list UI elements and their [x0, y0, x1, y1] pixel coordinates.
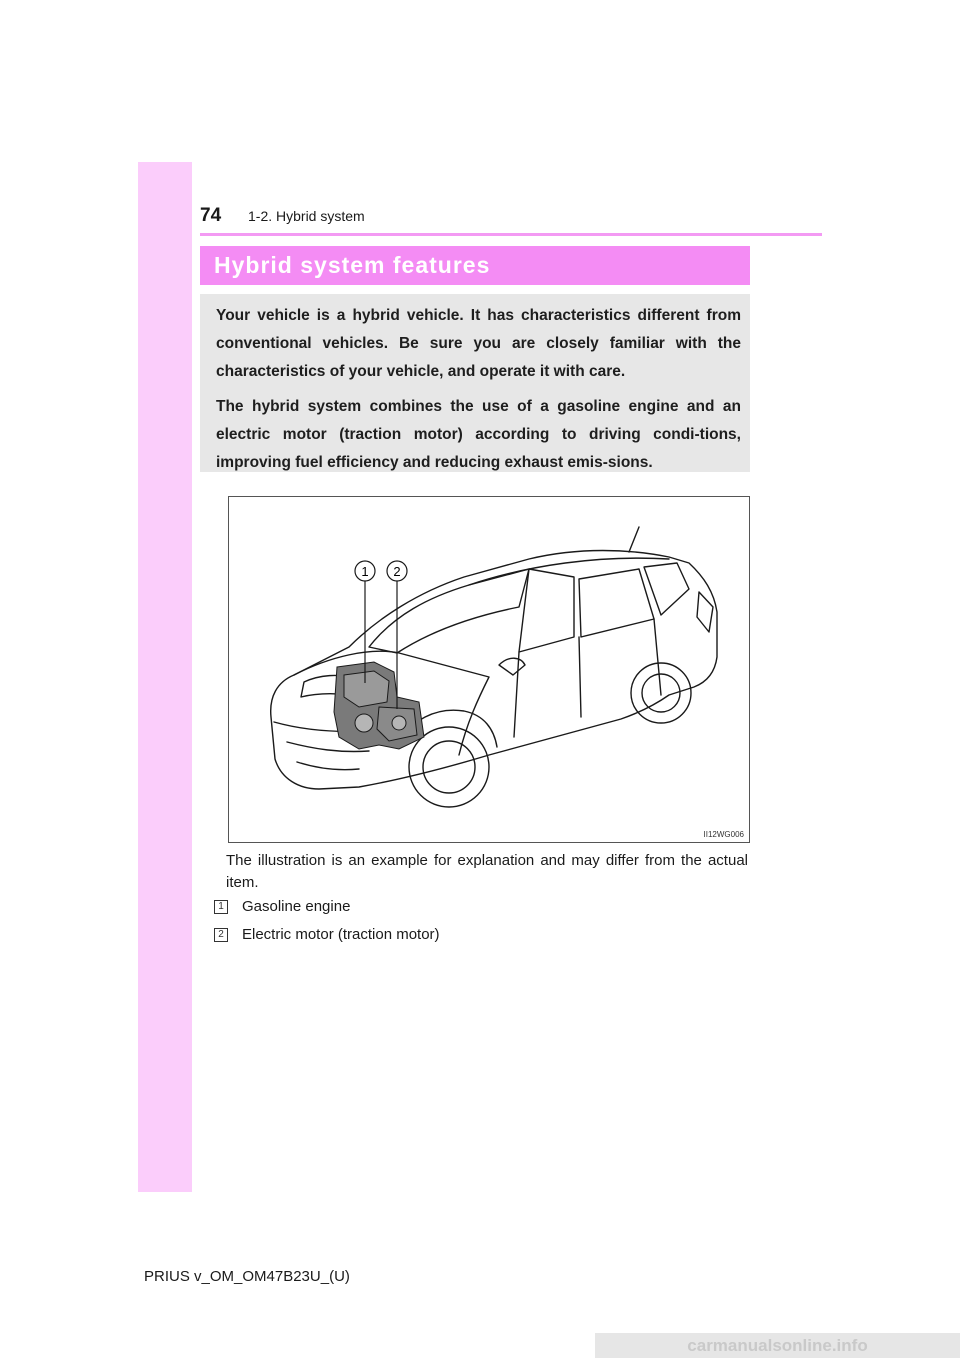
legend-number-badge: 1 [214, 900, 228, 914]
intro-box [200, 294, 750, 472]
callout-1: 1 [361, 564, 369, 579]
figure-code: II12WG006 [703, 830, 744, 839]
intro-paragraph: Your vehicle is a hybrid vehicle. It has characteristics different from conventional vehicles. Be sure you are closely familiar with the characteristics of your vehicle, and operate it with care. [216, 307, 741, 380]
legend-label: Electric motor (traction motor) [242, 926, 440, 943]
page-title: Hybrid system features [214, 252, 491, 278]
legend-item [214, 926, 440, 948]
legend-item [214, 898, 350, 920]
page-number: 74 [200, 205, 222, 226]
intro-paragraph: The hybrid system combines the use of a gasoline engine and an electric motor (traction motor) according to driving condi-tions, improving fuel efficiency and reducing exhaust emis-sions. [216, 398, 741, 471]
chapter-side-tab [138, 162, 192, 1192]
callout-2: 2 [393, 564, 401, 579]
hybrid-vehicle-illustration [228, 496, 750, 843]
section-breadcrumb: 1-2. Hybrid system [248, 208, 365, 224]
figure-caption: The illustration is an example for explanation and may differ from the actual item. [226, 852, 748, 891]
header-divider [200, 233, 822, 236]
section-title-bar [200, 246, 750, 285]
legend-label: Gasoline engine [242, 898, 351, 915]
watermark: carmanualsonline.info [595, 1333, 960, 1358]
document-footer: PRIUS v_OM_OM47B23U_(U) [144, 1268, 350, 1285]
car-drawing [229, 497, 749, 842]
legend-number-badge: 2 [214, 928, 228, 942]
